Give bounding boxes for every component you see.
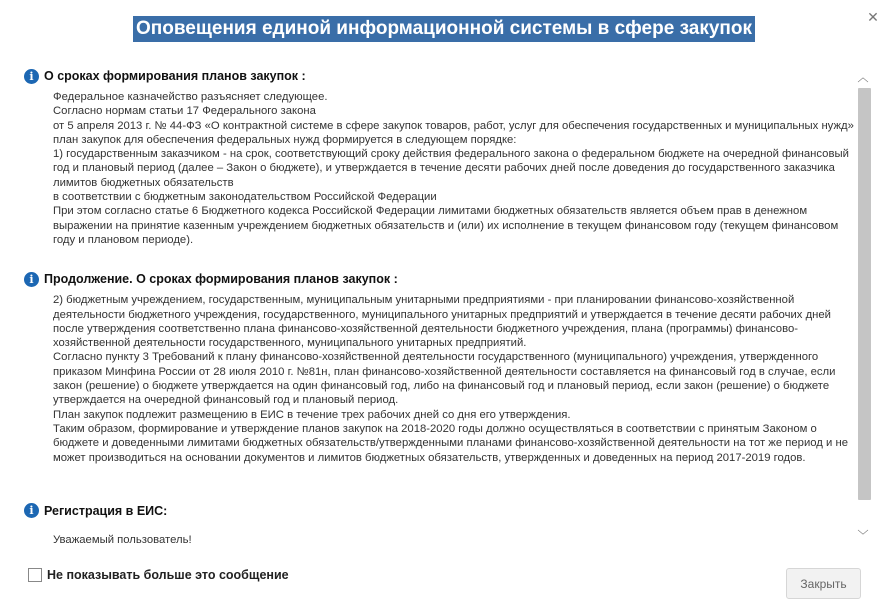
info-icon: i xyxy=(24,272,39,287)
scroll-down-icon[interactable]: ﹀ xyxy=(857,530,869,542)
body-line: При этом согласно статье 6 Бюджетного кодекса Российской Федерации лимитами бюджетных обязательств является объем прав в денежном выражении на принятие казенным учреждением бюджетных обязательств и (или) их исполнение в текущем финансовом году (текущем финансовом году и плановом периоде). xyxy=(53,205,839,246)
body-line: План закупок подлежит размещению в ЕИС в течение трех рабочих дней со дня его утверждения. xyxy=(53,408,571,421)
section-header xyxy=(24,66,854,86)
body-line: Согласно пункту 3 Требований к плану финансово-хозяйственной деятельности государственного (муниципального) учреждения, утвержденного приказом Минфина России от 28 июля 2010 г. №81н, план финансово-хозяйственной деятельности составляется на финансовый год в случае, если закон (решение) о бюджете утверждается на один финансовый год, либо на финансовый год и плановый период, если закон (решение) о бюджете утверждается на очередной финансовый год и плановый период. xyxy=(53,351,836,407)
scroll-thumb[interactable] xyxy=(858,88,871,500)
body-line: от 5 апреля 2013 г. № 44-ФЗ «О контрактной системе в сфере закупок товаров, работ, услуг для обеспечения государственных и муниципальных нужд» план закупок для обеспечения федеральных нужд формируется в следующем порядке: xyxy=(53,119,854,146)
section-title: О сроках формирования планов закупок : xyxy=(44,69,306,83)
scroll-up-icon[interactable]: ︿ xyxy=(857,72,869,84)
section-header xyxy=(24,269,854,289)
info-icon: i xyxy=(24,69,39,84)
section-body xyxy=(24,293,854,465)
notification-section xyxy=(24,269,854,465)
checkbox-label: Не показывать больше это сообщение xyxy=(47,568,289,582)
dont-show-again-checkbox[interactable] xyxy=(28,568,289,582)
checkbox-box[interactable] xyxy=(28,568,42,582)
info-icon: i xyxy=(24,503,39,518)
section-body xyxy=(24,90,854,247)
body-line: 1) государственным заказчиком - на срок, соответствующий сроку действия федерального закона о федеральном бюджете на очередной финансовый год и плановый период (далее – Закон о бюджете), и утверждается в течение десяти рабочих дней после доведения до государственного заказчика лимитов бюджетных обязательств xyxy=(53,148,849,189)
notifications-content[interactable] xyxy=(24,66,854,559)
body-line: Согласно нормам статьи 17 Федерального закона xyxy=(53,105,316,118)
body-line: Таким образом, формирование и утверждение планов закупок на 2018-2020 годы должно осуществляться в соответствии с принятым Законом о бюджете и доведенными лимитами бюджетных обязательств/утвержденными планами финансово-хозяйственной деятельности на тот же период и не может производиться на основании документов и лимитов бюджетных обязательств, утвержденных и доведенных на период 2017-2019 годов. xyxy=(53,422,848,464)
section-body xyxy=(24,525,854,547)
body-line: Федеральное казначейство разъясняет следующее. xyxy=(53,91,328,103)
close-icon[interactable]: ✕ xyxy=(867,9,879,25)
notification-section xyxy=(24,501,854,547)
section-title: Регистрация в ЕИС: xyxy=(44,503,168,518)
section-header xyxy=(24,501,854,521)
close-button[interactable]: Закрыть xyxy=(786,568,861,599)
dialog-header xyxy=(0,16,888,42)
body-line: 2) бюджетным учреждением, государственным, муниципальным унитарными предприятиями - при планировании финансово-хозяйственной деятельности бюджетного учреждения, государственного, муниципального унитарных предприятий и утверждается в течение десяти рабочих дней после утверждения соответственно плана финансово-хозяйственной деятельности бюджетного учреждения, плана (программы) финансово-хозяйственной деятельности государственного, муниципального унитарных предприятий. xyxy=(53,294,831,350)
body-line: в соответствии с бюджетным законодательством Российской Федерации xyxy=(53,191,437,204)
notification-section xyxy=(24,66,854,247)
vertical-scrollbar[interactable] xyxy=(855,66,871,552)
section-title: Продолжение. О сроках формирования планов закупок : xyxy=(44,272,398,287)
body-line: Уважаемый пользователь! xyxy=(53,533,192,546)
dialog-title: Оповещения единой информационной системы в сфере закупок xyxy=(133,16,755,42)
scroll-track[interactable] xyxy=(858,88,871,524)
